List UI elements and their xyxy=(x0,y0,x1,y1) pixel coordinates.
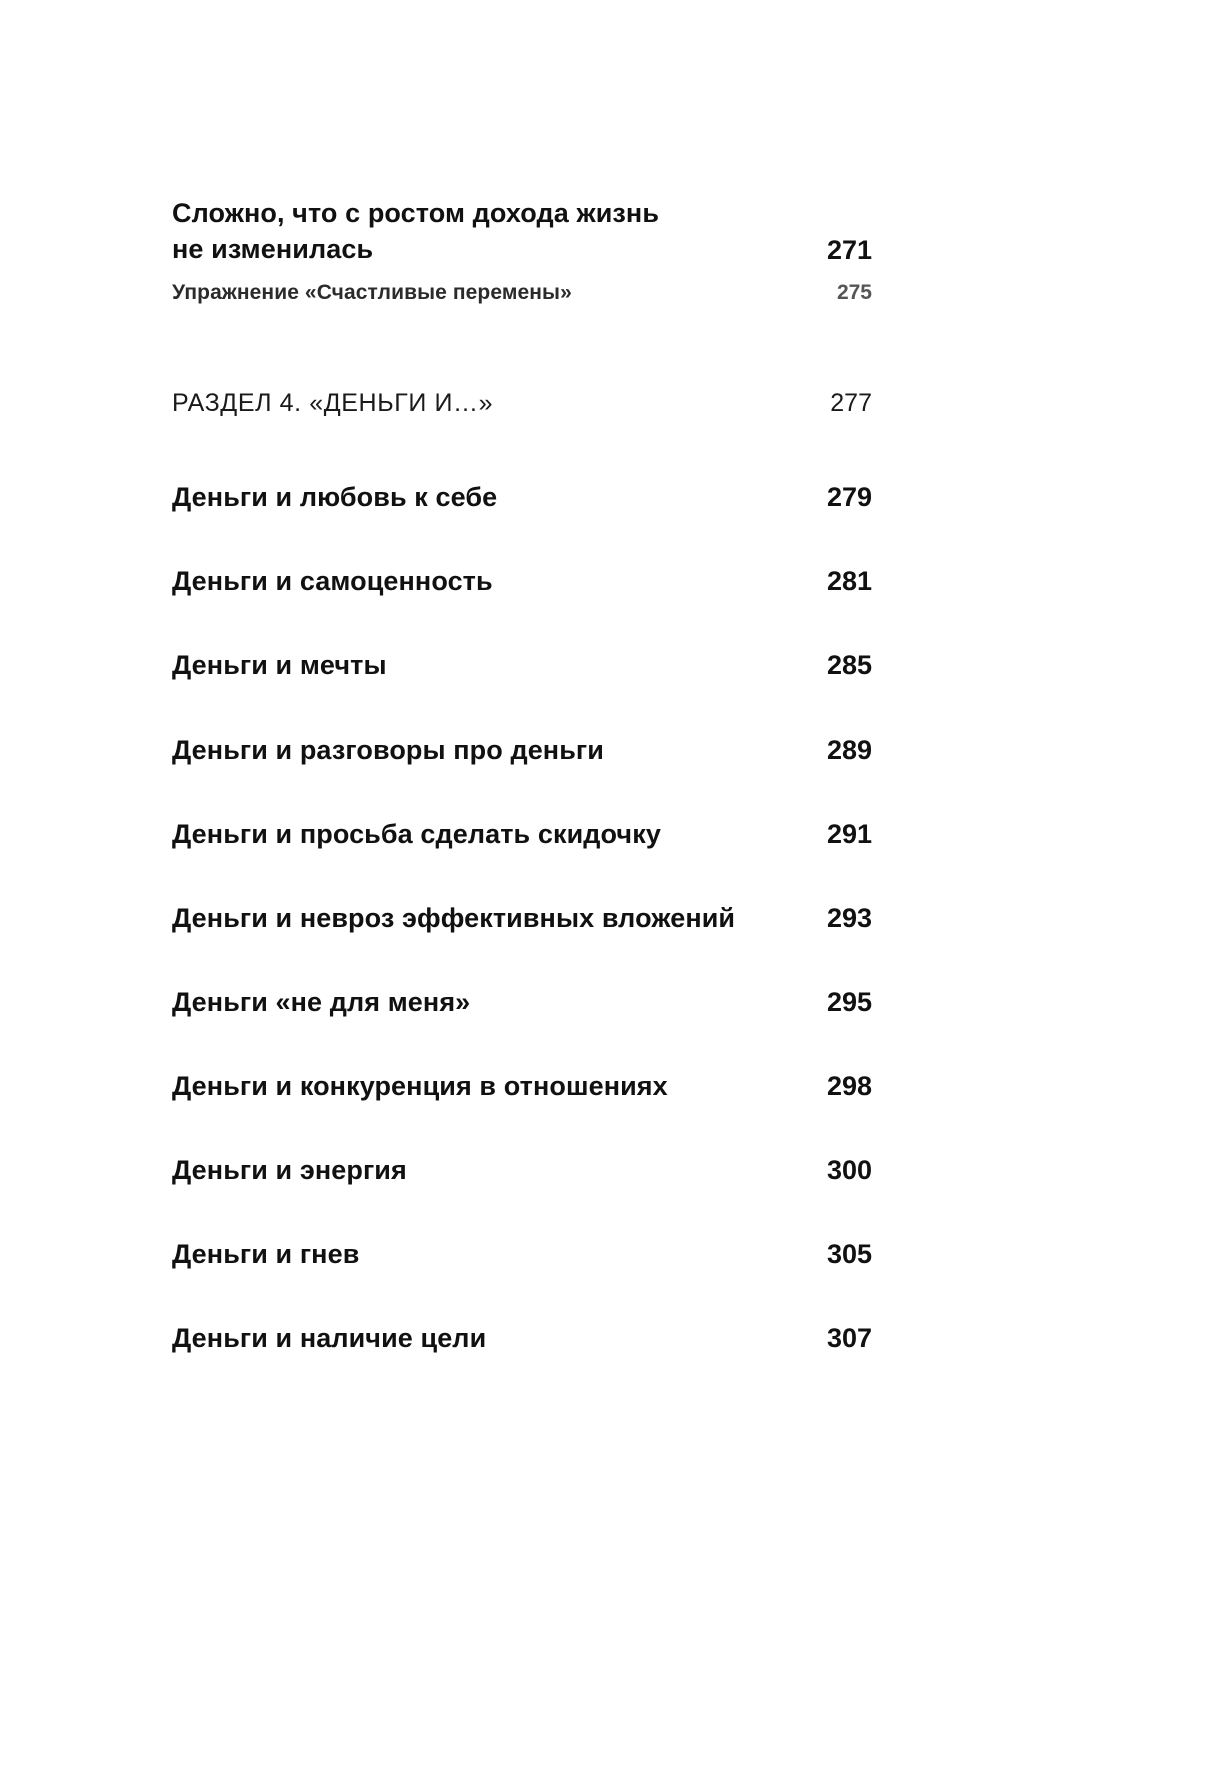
toc-entry-page: 295 xyxy=(826,986,872,1017)
toc-entry-page: 305 xyxy=(826,1239,872,1270)
toc-entry-page: 275 xyxy=(836,281,872,305)
toc-entry[interactable] xyxy=(172,564,872,599)
toc-entry-page: 307 xyxy=(826,1323,872,1354)
table-of-contents xyxy=(172,196,872,1405)
toc-entry-page: 271 xyxy=(826,235,872,266)
toc-entry-page: 300 xyxy=(826,1155,872,1185)
toc-entry-title-line-2: не изменилась xyxy=(172,233,374,264)
toc-entry-title: Деньги и самоценность xyxy=(172,566,493,597)
toc-section-title: РАЗДЕЛ 4. «ДЕНЬГИ И…» xyxy=(172,389,494,418)
toc-entry-title: Деньги и наличие цели xyxy=(172,1323,487,1354)
toc-entry-title: Деньги «не для меня» xyxy=(172,986,471,1017)
toc-entry-page: 298 xyxy=(826,1070,872,1101)
toc-entry-page: 279 xyxy=(826,482,872,513)
toc-entry-title: Деньги и гнев xyxy=(172,1239,360,1270)
toc-entry-exercise[interactable] xyxy=(172,281,872,305)
toc-entry-title: Деньги и любовь к себе xyxy=(172,482,498,513)
toc-section-heading[interactable] xyxy=(172,389,872,418)
toc-entry-title: Деньги и энергия xyxy=(172,1155,407,1185)
toc-entry[interactable] xyxy=(172,480,872,515)
toc-entry-title: Упражнение «Счастливые перемены» xyxy=(172,281,572,305)
toc-entry[interactable] xyxy=(172,985,872,1020)
toc-entry[interactable] xyxy=(172,1153,872,1188)
toc-entry[interactable] xyxy=(172,733,872,768)
toc-entry-title-line-1: Сложно, что с ростом дохода жизнь xyxy=(172,198,660,228)
toc-entry[interactable] xyxy=(172,196,872,267)
toc-entry-page: 281 xyxy=(826,566,872,597)
toc-entry-title: Деньги и просьба сделать скидочку xyxy=(172,818,661,849)
toc-entry-title: Деньги и невроз эффективных вложений xyxy=(172,902,736,933)
toc-entry[interactable] xyxy=(172,648,872,683)
toc-entry-page: 289 xyxy=(826,734,872,765)
toc-entry-page: 285 xyxy=(826,650,872,681)
toc-section-page: 277 xyxy=(830,389,872,418)
toc-entry-title xyxy=(172,196,659,267)
toc-entry[interactable] xyxy=(172,901,872,936)
toc-entry[interactable] xyxy=(172,1237,872,1272)
toc-entry-page: 291 xyxy=(826,818,872,849)
toc-entry-title: Деньги и конкуренция в отношениях xyxy=(172,1070,668,1101)
toc-entry-title: Деньги и мечты xyxy=(172,650,387,681)
toc-entry[interactable] xyxy=(172,817,872,852)
toc-entry-page: 293 xyxy=(826,902,872,933)
toc-entry-title: Деньги и разговоры про деньги xyxy=(172,734,604,765)
toc-entry[interactable] xyxy=(172,1321,872,1356)
toc-entry[interactable] xyxy=(172,1069,872,1104)
